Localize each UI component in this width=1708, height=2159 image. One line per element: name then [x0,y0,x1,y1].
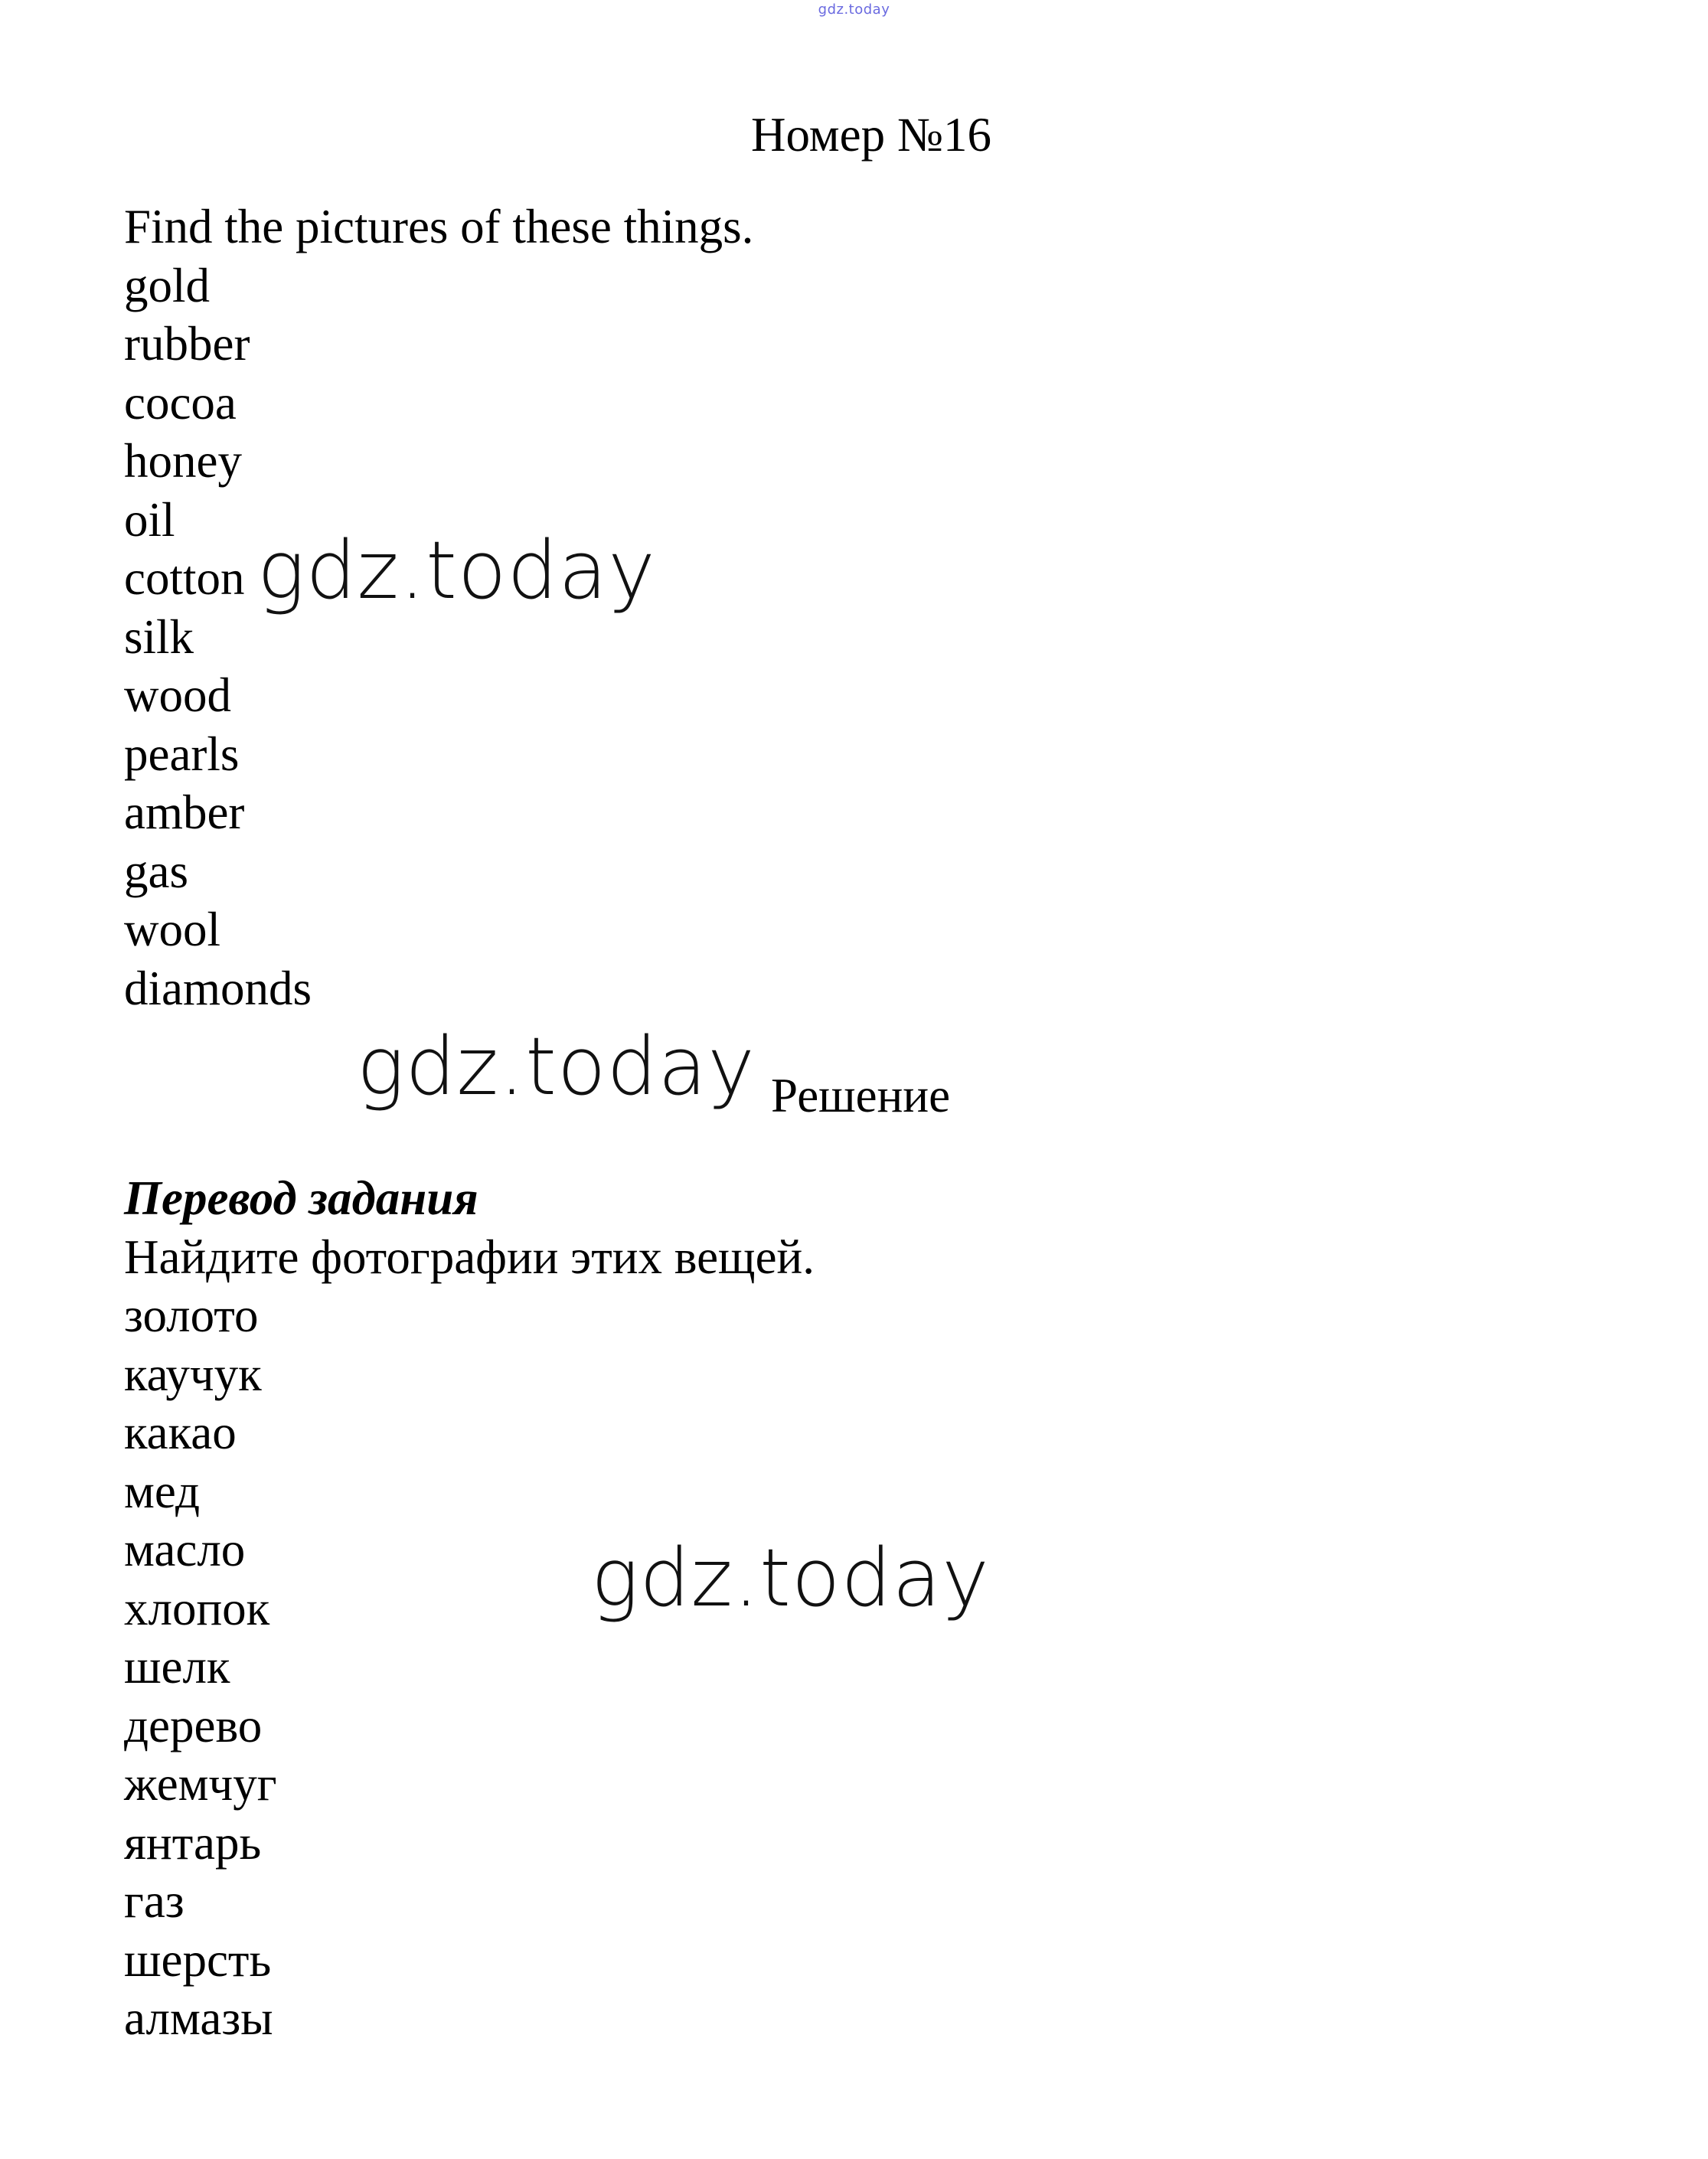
list-item: wood [124,668,231,722]
list-item: масло [124,1523,246,1576]
list-item: жемчуг [124,1757,277,1811]
list-item: oil [124,492,175,547]
translation-heading: Перевод задания [124,1171,478,1225]
task-instruction: Find the pictures of these things. [124,200,754,253]
list-item: wool [124,903,220,956]
list-item: cotton [124,551,245,605]
list-item: золото [124,1289,259,1342]
list-item: каучук [124,1347,262,1401]
solution-label: Решение [771,1069,951,1122]
page-title: Номер №16 [751,108,991,162]
list-item: gas [124,844,188,898]
site-mark-top: gdz.today [818,2,890,18]
list-item: шерсть [124,1932,272,1987]
list-item: amber [124,786,245,839]
list-item: rubber [124,317,250,371]
watermark: gdz.today [591,1531,990,1625]
list-item: хлопок [124,1581,270,1635]
watermark: gdz.today [257,524,656,617]
list-item: cocoa [124,375,237,430]
list-item: какао [124,1406,237,1459]
watermark: gdz.today [357,1020,756,1113]
translation-instruction: Найдите фотографии этих вещей. [124,1230,815,1284]
list-item: gold [124,258,211,312]
list-item: алмазы [124,1991,273,2045]
list-item: pearls [124,727,240,781]
list-item: мед [124,1464,201,1518]
list-item: silk [124,609,194,664]
list-item: diamonds [124,961,312,1015]
list-item: газ [124,1874,185,1928]
list-item: дерево [124,1698,263,1752]
list-item: honey [124,434,242,488]
list-item: шелк [124,1640,230,1694]
list-item: янтарь [124,1815,262,1870]
